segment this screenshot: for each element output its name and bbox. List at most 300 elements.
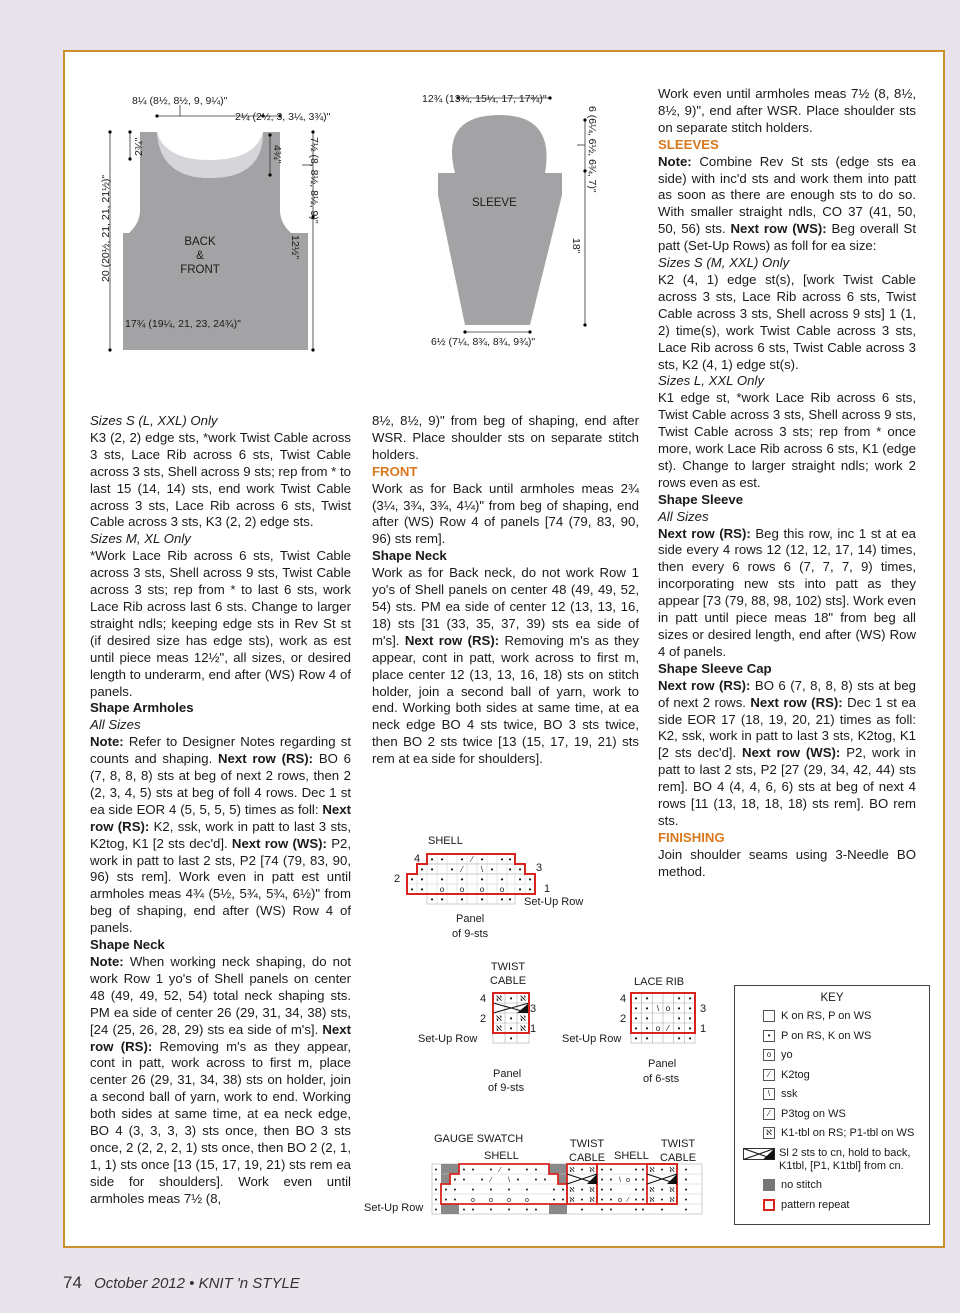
svg-text:•: • [684, 1167, 688, 1174]
bold-label: Next row (RS): [404, 632, 500, 648]
svg-text:o: o [479, 885, 485, 894]
subheading: All Sizes [658, 508, 709, 524]
svg-text:•: • [600, 1207, 604, 1214]
chart-subtitle-line: CABLE [660, 1152, 697, 1164]
svg-text:•: • [645, 1024, 649, 1033]
svg-text:•: • [460, 875, 464, 884]
bold-label: Next row (RS): [90, 1021, 351, 1054]
knit-symbol-icon [763, 1010, 775, 1022]
key-label: Sl 2 sts to cn, hold to back, K1tbl, [P1, K1tbl] from cn. [779, 1146, 911, 1172]
chart-subtitle-line: CABLE [569, 1152, 606, 1164]
svg-text:•: • [444, 1197, 448, 1204]
svg-text:•: • [552, 1187, 556, 1194]
key-label: P3tog on WS [781, 1107, 846, 1120]
svg-text:•: • [684, 1187, 688, 1194]
svg-text:•: • [509, 1024, 513, 1033]
svg-text:\: \ [480, 865, 484, 874]
paragraph: Work as for Back until armholes meas 2¾ (3¼, 3¾, 3¾, 4¼)" from beg of shaping, end after (WS) Row 4 of panels [74 (79, 83, 90, 96) sts rem]. [372, 480, 639, 547]
svg-text:•: • [420, 865, 424, 874]
ssk-symbol-icon: \ [763, 1088, 775, 1100]
svg-text:⁄: ⁄ [667, 1024, 669, 1033]
heading-shape-neck: Shape Neck [90, 937, 165, 953]
svg-text:•: • [508, 855, 512, 864]
bold-label: Next row (RS): [658, 677, 751, 693]
svg-text:•: • [641, 1167, 645, 1174]
heading-shape-sleeve: Shape Sleeve [658, 491, 744, 507]
svg-text:•: • [460, 855, 464, 864]
chart-title [490, 960, 526, 988]
purl-symbol-icon: • [763, 1030, 775, 1042]
svg-text:•: • [534, 1207, 538, 1214]
panel-label: of 9-sts [452, 928, 489, 940]
bold-label: Next row (WS): [742, 745, 841, 761]
section-heading-front: FRONT [372, 463, 418, 479]
svg-text:•: • [688, 1024, 692, 1033]
paragraph [658, 526, 916, 661]
key-label: yo [781, 1049, 793, 1061]
svg-text:•: • [480, 895, 484, 904]
svg-text:•: • [525, 1167, 529, 1174]
svg-text:•: • [434, 1167, 438, 1174]
svg-text:•: • [660, 1197, 664, 1204]
chart-subtitle: SHELL [614, 1150, 649, 1162]
text: K2, ssk, work in patt to last 3 sts, K2tog, K1 [2 sts dec'd]. [90, 818, 351, 851]
key-label: K on RS, P on WS [781, 1010, 872, 1022]
svg-text:•: • [430, 855, 434, 864]
svg-text:•: • [534, 1167, 538, 1174]
panel-label: of 6-sts [643, 1073, 680, 1085]
row-number: 4 [620, 993, 627, 1005]
chart-subtitle: SHELL [484, 1150, 519, 1162]
svg-text:•: • [634, 994, 638, 1003]
svg-text:•: • [420, 885, 424, 894]
key-label: P on RS, K on WS [781, 1029, 872, 1042]
key-label: no stitch [781, 1179, 822, 1191]
svg-text:o: o [618, 1197, 622, 1204]
bold-label: Note: [658, 153, 692, 169]
k1tbl-symbol-icon: ℵ [763, 1127, 775, 1139]
shell-chart-grid [405, 852, 543, 912]
setup-row-label: Set-Up Row [562, 1033, 622, 1045]
paragraph [90, 734, 351, 937]
svg-text:•: • [434, 1177, 438, 1184]
svg-text:•: • [509, 1014, 513, 1023]
bold-label: Note: [90, 734, 124, 750]
row-number: 2 [480, 1013, 487, 1025]
svg-text:•: • [460, 895, 464, 904]
svg-text:•: • [634, 1207, 638, 1214]
svg-text:⁄: ⁄ [461, 865, 463, 874]
svg-text:•: • [580, 1207, 584, 1214]
sleeve-dimension-lines [430, 95, 590, 345]
panel-label: Panel [648, 1058, 677, 1070]
svg-text:•: • [634, 1177, 638, 1184]
svg-text:•: • [641, 1207, 645, 1214]
svg-text:•: • [684, 1177, 688, 1184]
svg-text:•: • [684, 1197, 688, 1204]
text: BO 6 (7, 8, 8, 8) sts at beg of next 2 rows. [658, 677, 916, 710]
svg-text:o: o [471, 1197, 475, 1204]
svg-text:•: • [440, 875, 444, 884]
svg-text:•: • [634, 1167, 638, 1174]
svg-text:•: • [634, 1024, 638, 1033]
svg-text:•: • [609, 1197, 613, 1204]
svg-text:•: • [410, 875, 414, 884]
svg-text:ℵ: ℵ [649, 1197, 655, 1204]
text: Refer to Designer Notes regarding st counts and shaping. [90, 734, 351, 767]
text: Removing m's as they appear, cont in patt, work across to first m, place center 26 (29, 31, 34, 38) sts on holder, join a second ball of yarn, work to end. Working both sides at same time, at ea neck edge, BO 4 (3, 3, 3, 3) sts once, then BO 3 sts once, 2 (2, 2, 2, 1) sts once, then BO 2 (2, 1, 1, 1) sts once [13 (15, 17, 19, 21) sts rem ea side for shoulders]. Work even until armholes meas 7½ (8, [90, 1038, 351, 1206]
svg-text:•: • [434, 1187, 438, 1194]
paragraph: K2 (4, 1) edge st(s), [work Twist Cable across 3 sts, Lace Rib across 6 sts, Twist Cable across 3 sts, Shell across 9 sts] 1 (1, 2) time(s), work Twist Cable across 3 sts, Lace Rib across 6 sts, Twist Cable across 3 sts, K2 (4, 1) edge st(s). [658, 271, 916, 372]
key-item [735, 1049, 929, 1062]
svg-text:•: • [634, 1034, 638, 1043]
svg-text:•: • [677, 1014, 681, 1023]
back-front-label [180, 235, 220, 277]
svg-text:•: • [450, 865, 454, 874]
svg-text:•: • [609, 1187, 613, 1194]
svg-text:•: • [688, 994, 692, 1003]
svg-text:•: • [480, 875, 484, 884]
issue-label: October 2012 • KNIT 'n STYLE [94, 1275, 300, 1292]
row-number: 1 [700, 1023, 707, 1035]
svg-text:•: • [600, 1187, 604, 1194]
side-length-label: 12½" [289, 235, 301, 260]
row-number: 3 [530, 1003, 537, 1015]
svg-text:•: • [525, 1187, 529, 1194]
svg-text:•: • [471, 1187, 475, 1194]
svg-text:•: • [660, 1167, 664, 1174]
svg-text:•: • [462, 1207, 466, 1214]
subheading: Sizes L, XXL Only [658, 373, 765, 389]
svg-text:ℵ: ℵ [589, 1197, 595, 1204]
text: P2, work in patt to last 2 sts, P2 [27 (29, 34, 42, 44) sts rem]. BO 4 (4, 4, 6, 6) sts at beg of next 4 rows [11 (13, 18, 18, 18) sts rem]. BO rem sts. [658, 745, 916, 828]
svg-text:•: • [534, 1177, 538, 1184]
text: Dec 1 st ea side EOR 17 (18, 19, 20, 21) times as foll: K2, ssk, work in patt to last 3 sts, K2tog, K1 [2 sts dec'd]. [658, 694, 916, 761]
heading-shape-armholes: Shape Armholes [90, 700, 194, 716]
key-item [735, 1127, 929, 1140]
svg-text:•: • [410, 885, 414, 894]
key-item [735, 1199, 929, 1212]
svg-text:•: • [600, 1197, 604, 1204]
svg-text:•: • [634, 1197, 638, 1204]
svg-text:ℵ: ℵ [649, 1187, 655, 1194]
section-heading-sleeves: SLEEVES [658, 136, 719, 152]
paragraph: 8½, 8½, 9)" from beg of shaping, end after WSR. Place shoulder sts on separate stitch holders. [372, 413, 639, 462]
svg-text:o: o [626, 1177, 630, 1184]
column-3 [658, 86, 916, 881]
lace-rib-grid [630, 992, 698, 1048]
svg-text:•: • [580, 1197, 584, 1204]
total-length-label: 20 (20½, 21, 21, 21½)" [100, 174, 112, 282]
svg-text:•: • [645, 1004, 649, 1013]
paragraph: Join shoulder seams using 3-Needle BO method. [658, 846, 916, 879]
svg-text:•: • [480, 1177, 484, 1184]
svg-text:•: • [634, 1014, 638, 1023]
column-2 [372, 413, 639, 768]
subheading: Sizes S (M, XXL) Only [658, 255, 790, 271]
svg-text:•: • [430, 895, 434, 904]
svg-text:•: • [634, 1004, 638, 1013]
svg-text:ℵ: ℵ [669, 1187, 675, 1194]
svg-text:•: • [471, 1167, 475, 1174]
bold-label: Next row (WS): [730, 221, 827, 237]
heading-shape-sleeve-cap: Shape Sleeve Cap [658, 660, 772, 676]
svg-text:•: • [561, 1187, 565, 1194]
svg-text:•: • [528, 885, 532, 894]
key-item [735, 1088, 929, 1101]
svg-text:•: • [434, 1197, 438, 1204]
twist-cable-grid [492, 992, 532, 1048]
text: Combine Rev St sts (edge sts ea side) with inc'd sts and work them into patt as soon as there are enough sts to do so. With smaller straight ndls, CO 37 (41, 50, 50, 56) sts. [658, 153, 916, 237]
svg-text:ℵ: ℵ [569, 1197, 575, 1204]
svg-text:•: • [508, 865, 512, 874]
pattern-repeat-symbol-icon [763, 1199, 775, 1211]
chart-title: LACE RIB [634, 976, 685, 988]
svg-text:ℵ: ℵ [649, 1167, 655, 1174]
svg-text:•: • [641, 1177, 645, 1184]
svg-text:•: • [580, 1187, 584, 1194]
svg-text:•: • [518, 865, 522, 874]
key-label: pattern repeat [781, 1198, 850, 1211]
row-number: 4 [480, 993, 487, 1005]
bold-label: Next row (RS): [218, 751, 314, 767]
paragraph [90, 954, 351, 1208]
svg-text:•: • [641, 1197, 645, 1204]
cap-depth-label: 6 (6¼, 6½, 6¾, 7)" [586, 106, 598, 193]
svg-text:ℵ: ℵ [520, 994, 526, 1003]
svg-text:o: o [459, 885, 465, 894]
svg-text:ℵ: ℵ [569, 1167, 575, 1174]
back-front-label-line: FRONT [180, 264, 220, 276]
svg-text:•: • [600, 1177, 604, 1184]
svg-text:ℵ: ℵ [520, 1014, 526, 1023]
svg-text:•: • [507, 1167, 511, 1174]
svg-text:•: • [516, 1177, 520, 1184]
svg-text:•: • [500, 875, 504, 884]
svg-text:⁄: ⁄ [627, 1197, 629, 1204]
svg-text:•: • [453, 1197, 457, 1204]
svg-text:•: • [609, 1177, 613, 1184]
svg-text:ℵ: ℵ [520, 1024, 526, 1033]
svg-text:•: • [500, 855, 504, 864]
svg-text:•: • [677, 1024, 681, 1033]
key-item [735, 1010, 929, 1023]
svg-text:\: \ [619, 1177, 621, 1184]
text: Beg this row, inc 1 st at ea side every 4 rows 12 (12, 12, 17, 14) times, then every 6 rows 6 (7, 7, 7, 9) times, incorporating new sts into patt as they appear [73 (79, 88, 98, 102) sts]. Work even in patt until piece meas 18" from beg all sizes or desired length, end after (WS) Row 4 of panels. [658, 525, 916, 659]
svg-text:o: o [439, 885, 445, 894]
svg-text:•: • [660, 1207, 664, 1214]
svg-text:•: • [609, 1167, 613, 1174]
page-footer [63, 1273, 300, 1293]
svg-text:•: • [462, 1177, 466, 1184]
svg-text:•: • [688, 1004, 692, 1013]
svg-text:•: • [444, 1187, 448, 1194]
svg-text:o: o [525, 1197, 529, 1204]
key-item [735, 1179, 929, 1192]
svg-text:•: • [518, 885, 522, 894]
row-number: 1 [530, 1023, 537, 1035]
panel-label: of 9-sts [488, 1082, 525, 1094]
svg-text:o: o [655, 1024, 661, 1033]
paragraph [658, 154, 916, 255]
setup-row-label: Set-Up Row [364, 1202, 424, 1214]
back-neck-depth-label: 2¾" [133, 137, 145, 156]
svg-text:o: o [499, 885, 505, 894]
key-item [735, 1069, 929, 1082]
no-stitch-symbol-icon [763, 1179, 775, 1191]
key-item [735, 1108, 929, 1121]
svg-text:•: • [489, 1167, 493, 1174]
svg-text:•: • [645, 994, 649, 1003]
svg-text:•: • [453, 1177, 457, 1184]
chart-title-line: TWIST [490, 961, 526, 973]
cable-symbol-icon [743, 1148, 775, 1160]
row-number: 4 [414, 853, 421, 865]
svg-text:•: • [677, 1004, 681, 1013]
text: Beg overall St patt (Set-Up Rows) as foll for ea size: [658, 221, 917, 254]
shoulder-width-label: 2¼ (2½, 3, 3¼, 3¾)" [235, 111, 331, 123]
svg-text:\: \ [508, 1177, 510, 1184]
svg-text:•: • [489, 1187, 493, 1194]
svg-text:•: • [528, 875, 532, 884]
text: Work as for Back neck, do not work Row 1 yo's of Shell panels on center 48 (49, 49, 52, 54) sts. PM ea side of center 12 (13, 13, 16, 18) sts [31 (33, 35, 37, 39) sts ea side of m's]. [372, 565, 639, 648]
chart-title: GAUGE SWATCH [434, 1133, 524, 1145]
gauge-swatch-grid [431, 1163, 703, 1219]
sleeve-label: SLEEVE [472, 197, 517, 209]
chart-subtitle [569, 1137, 605, 1165]
paragraph: *Work Lace Rib across 6 sts, Twist Cable across 3 sts, Shell across 9 sts, Twist Cable across 3 sts; rep from * to last 6 sts, work Lace Rib across last 6 sts. Change to larger straight ndls; keeping edge sts in Rev St st (if desired size has edge sts), work as est until piece meas 12½", all sizes, or desired length to underarm, end after (WS) Row 4 of panels. [90, 548, 351, 699]
cuff-width-label: 6½ (7¼, 8¾, 8¾, 9¾)" [431, 336, 536, 348]
bold-label: Note: [90, 954, 124, 969]
svg-text:•: • [600, 1167, 604, 1174]
svg-text:•: • [507, 1187, 511, 1194]
svg-text:o: o [507, 1197, 511, 1204]
svg-text:ℵ: ℵ [496, 994, 502, 1003]
key-label: K1-tbl on RS; P1-tbl on WS [781, 1127, 915, 1139]
svg-text:ℵ: ℵ [496, 1014, 502, 1023]
text: When working neck shaping, do not work Row 1 yo's of Shell panels on center 48 (49, 49, 52, 54) total neck shaping sts. PM ea side of center 26 (29, 31, 34, 38) sts, [24 (25, 26, 28, 29) sts ea side of m's]. [90, 954, 351, 1037]
bold-label: Next row (RS): [658, 525, 751, 541]
svg-text:•: • [525, 1207, 529, 1214]
chart-subtitle [660, 1137, 696, 1165]
svg-text:•: • [561, 1197, 565, 1204]
svg-text:•: • [660, 1187, 664, 1194]
subheading: Sizes M, XL Only [90, 531, 191, 547]
svg-text:ℵ: ℵ [669, 1197, 675, 1204]
svg-text:o: o [489, 1197, 493, 1204]
svg-text:•: • [641, 1187, 645, 1194]
svg-text:•: • [688, 1014, 692, 1023]
column-1 [90, 413, 351, 1208]
svg-text:•: • [489, 1207, 493, 1214]
svg-text:ℵ: ℵ [669, 1167, 675, 1174]
svg-text:•: • [507, 1207, 511, 1214]
svg-text:•: • [490, 865, 494, 874]
bold-label: Next row (RS): [750, 694, 843, 710]
row-number: 3 [700, 1003, 707, 1015]
svg-text:•: • [420, 875, 424, 884]
paragraph: K1 edge st, *work Lace Rib across 6 sts, Twist Cable across 3 sts, Shell across 9 sts, Twist Cable across 3 sts; rep from * once more, work Lace Rib across 6 sts, K1 (edge st). Change to larger straight ndls; work 2 rows even as est. [658, 390, 916, 490]
svg-text:ℵ: ℵ [589, 1167, 595, 1174]
svg-text:•: • [508, 895, 512, 904]
key-label: K2tog [781, 1068, 810, 1081]
text: Removing m's as they appear, cont in patt, work across to first m, place center 12 (13, 13, 16, 18) sts on stitch holder, join a second ball of yarn, work to end. Working both sides at same time, at ea neck edge BO 4 sts twice, BO 3 sts twice, then BO 2 sts twice [13 (15, 17, 19, 21) sts rem at ea side for shoulders]. [372, 632, 639, 767]
width-label: 17¾ (19¼, 21, 23, 24¾)" [125, 318, 241, 330]
svg-text:•: • [580, 1167, 584, 1174]
svg-text:•: • [645, 1034, 649, 1043]
front-neck-depth-label: 4¾" [271, 145, 283, 164]
svg-text:•: • [543, 1177, 547, 1184]
upper-width-label: 12¾ (13¾, 15¼, 17, 17¾)" [422, 93, 547, 105]
chart-subtitle-line: TWIST [660, 1138, 696, 1150]
bold-label: Next row (RS): [90, 801, 351, 834]
svg-text:•: • [480, 855, 484, 864]
back-front-label-line: & [196, 250, 204, 262]
svg-text:•: • [434, 1207, 438, 1214]
back-front-label-line: BACK [184, 236, 216, 248]
panel-label: Panel [456, 913, 485, 925]
svg-text:•: • [609, 1207, 613, 1214]
row-number: 1 [544, 883, 551, 895]
sleeve-length-label: 18" [570, 238, 582, 254]
key-label: ssk [781, 1088, 798, 1100]
svg-text:⁄: ⁄ [499, 1167, 501, 1174]
svg-text:•: • [645, 1014, 649, 1023]
svg-text:•: • [462, 1167, 466, 1174]
paragraph: K3 (2, 2) edge sts, *work Twist Cable across 3 sts, Lace Rib across 6 sts, Twist Cable across 3 sts, Shell across 9 sts; rep from * to last 15 (14, 14) sts, end work Twist Cable across 3 sts, Lace Rib across 6 sts, Twist Cable across 3 sts, K3 (2, 2) edge sts. [90, 429, 351, 530]
heading-shape-neck: Shape Neck [372, 548, 447, 564]
svg-text:•: • [688, 1034, 692, 1043]
svg-text:•: • [677, 1034, 681, 1043]
svg-text:•: • [684, 1207, 688, 1214]
subheading: Sizes S (L, XXL) Only [90, 413, 218, 428]
k2tog-symbol-icon: ⁄ [763, 1069, 775, 1081]
svg-text:•: • [518, 875, 522, 884]
key-title: KEY [820, 992, 844, 1004]
svg-text:⁄: ⁄ [471, 855, 473, 864]
key-item [735, 1147, 929, 1173]
svg-text:ℵ: ℵ [569, 1187, 575, 1194]
paragraph: Work even until armholes meas 7½ (8, 8½, 8½, 9)", end after WSR. Place shoulder sts on separate stitch holders. [658, 86, 916, 135]
chart-title: SHELL [428, 835, 463, 847]
chart-key [734, 985, 930, 1225]
svg-text:ℵ: ℵ [496, 1024, 502, 1033]
svg-text:\: \ [656, 1004, 660, 1013]
page-number: 74 [63, 1273, 82, 1292]
setup-row-label: Set-Up Row [524, 896, 584, 908]
svg-text:•: • [677, 994, 681, 1003]
row-number: 2 [394, 873, 401, 885]
armhole-depth-label: 7½ (8, 8½, 8½, 9)" [308, 137, 320, 224]
svg-text:•: • [430, 865, 434, 874]
svg-text:•: • [509, 1034, 513, 1043]
chart-subtitle-line: TWIST [569, 1138, 605, 1150]
svg-text:•: • [440, 855, 444, 864]
row-number: 2 [620, 1013, 627, 1025]
key-item [735, 1030, 929, 1043]
section-heading-finishing: FINISHING [658, 829, 725, 845]
row-number: 3 [536, 862, 543, 874]
svg-text:⁄: ⁄ [490, 1177, 492, 1184]
paragraph [372, 565, 639, 768]
yo-symbol-icon: o [763, 1049, 775, 1061]
svg-text:•: • [453, 1187, 457, 1194]
svg-text:•: • [500, 895, 504, 904]
svg-text:ℵ: ℵ [589, 1187, 595, 1194]
text: P2, work in patt to last 2 sts, P2 [74 (79, 83, 90, 96) sts rem]. Work even in patt est until armholes meas 4¾ (5½, 5¾, 5¾, 6½)" from beg of shaping, end after (WS) Row 4 of panels. [90, 835, 351, 936]
svg-text:•: • [509, 994, 513, 1003]
svg-text:o: o [665, 1004, 671, 1013]
